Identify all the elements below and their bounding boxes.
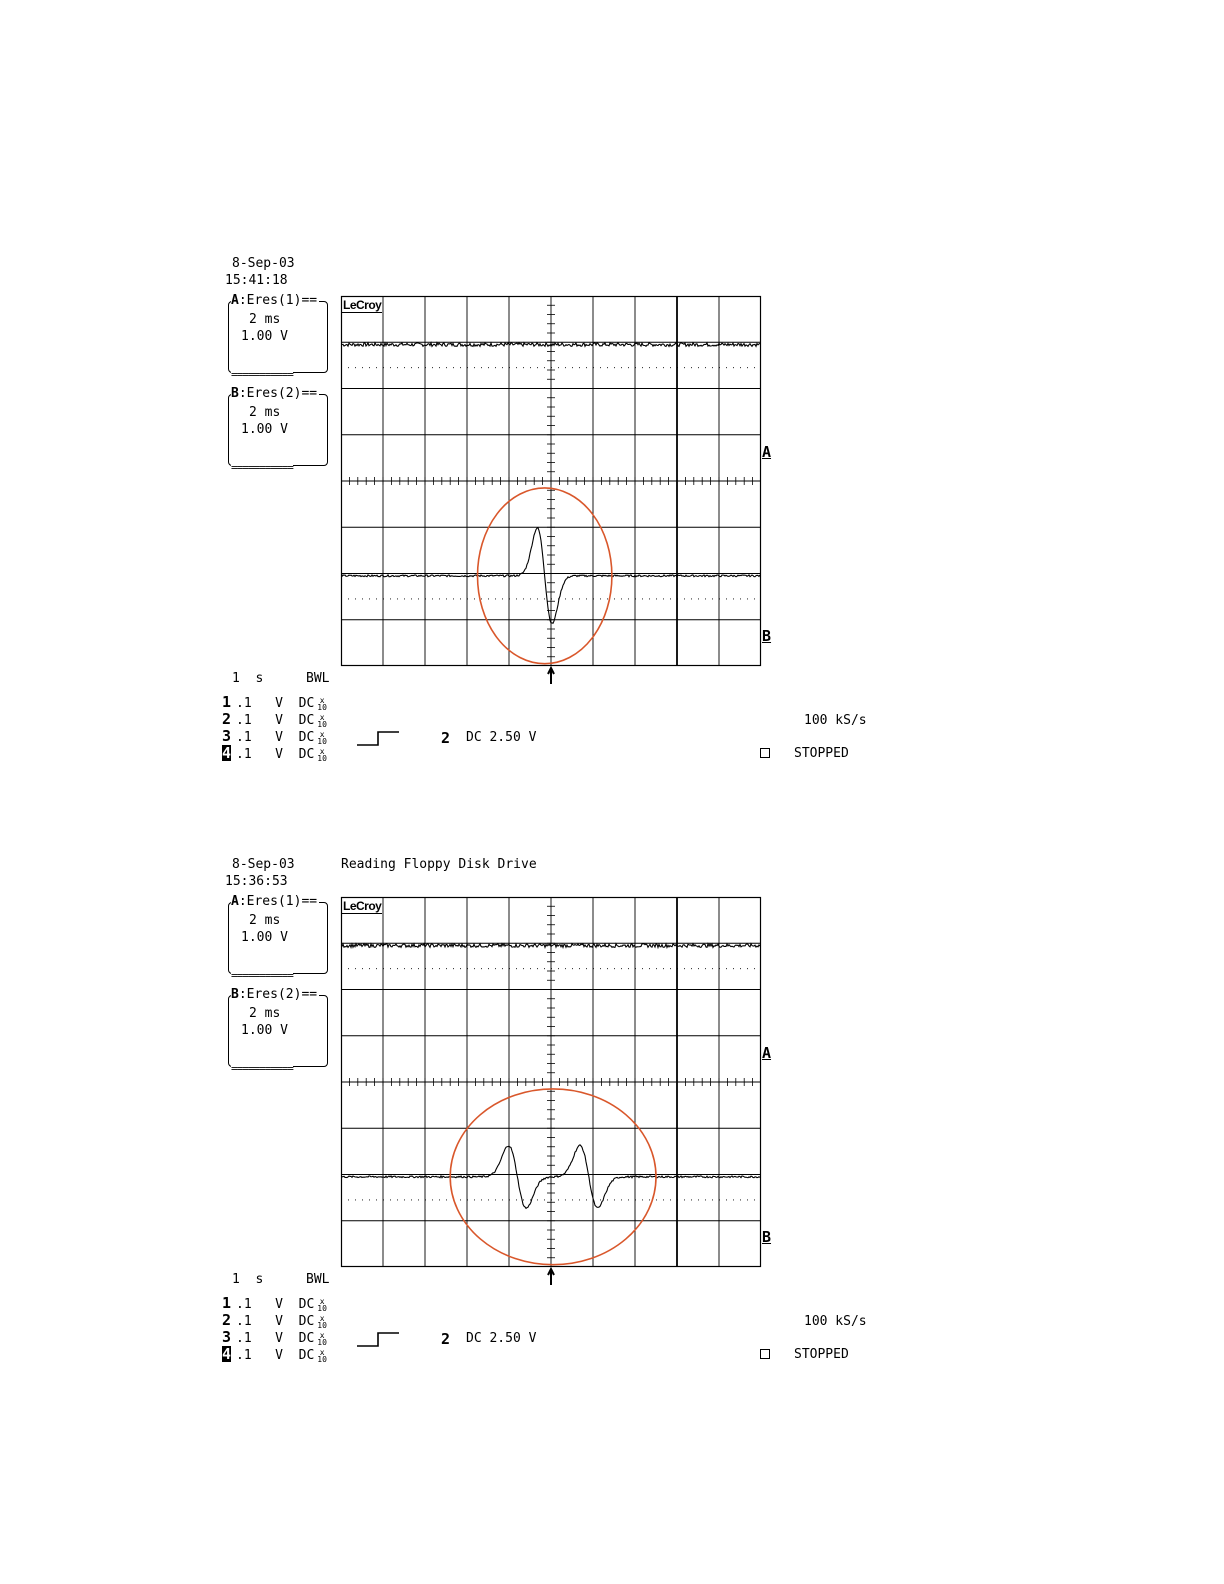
channel-row <box>222 728 327 746</box>
channel-row <box>222 1312 327 1330</box>
trace-b-info-box <box>228 386 328 474</box>
trace-a-tag: A <box>231 894 239 909</box>
probe-x10-icon: x 10 <box>317 1296 327 1313</box>
graticule <box>341 897 761 1267</box>
channel-number: 2 <box>222 1311 232 1329</box>
trace-a-timebase: 2 ms <box>249 913 281 928</box>
channel-volts: .1 <box>236 1348 252 1363</box>
graticule <box>341 296 761 666</box>
channel-volts: .1 <box>236 747 252 762</box>
trace-b-tag: B <box>231 386 239 401</box>
scope-screen <box>341 296 761 666</box>
trigger-channel: 2 <box>441 1330 451 1348</box>
trigger-arrow-icon <box>548 1269 554 1285</box>
trace-b-marker: B <box>762 627 772 645</box>
channel-coupling: DC <box>298 747 315 762</box>
channel-row <box>222 694 327 712</box>
channel-unit: V <box>275 747 283 762</box>
probe-x10-icon: x 10 <box>317 746 327 763</box>
trace-b-header: :Eres(2)== <box>238 386 318 401</box>
trigger-setting: DC 2.50 V <box>466 1331 537 1346</box>
channel-number: 3 <box>222 1328 232 1346</box>
trigger-arrow-icon <box>548 668 554 684</box>
footer-bwl: BWL <box>306 671 330 686</box>
channel-coupling: DC <box>298 1348 315 1363</box>
brand-logo: LeCroy <box>343 298 382 312</box>
channel-coupling: DC <box>298 696 315 711</box>
channel-row <box>222 1329 327 1347</box>
footer-bwl: BWL <box>306 1272 330 1287</box>
trace-a-footer: =========== <box>231 368 293 381</box>
probe-x10-icon: x 10 <box>317 729 327 746</box>
scope-capture-1 <box>0 250 1224 810</box>
channel-number: 4 <box>222 744 232 762</box>
trigger-edge-icon <box>356 1331 400 1347</box>
channel-coupling: DC <box>298 1314 315 1329</box>
channel-unit: V <box>275 713 283 728</box>
channel-coupling: DC <box>298 730 315 745</box>
probe-x10-icon: x 10 <box>317 695 327 712</box>
sample-rate: 100 kS/s <box>804 1314 867 1329</box>
channel-number: 4 <box>222 1345 232 1363</box>
channel-unit: V <box>275 1314 283 1329</box>
scope-capture-2 <box>0 851 1224 1411</box>
trace-a-info-box <box>228 293 328 381</box>
capture-time: 15:36:53 <box>225 874 288 889</box>
channel-unit: V <box>275 1348 283 1363</box>
channel-number: 1 <box>222 693 232 711</box>
trace-a-marker: A <box>762 1044 772 1062</box>
trace-a-info-box <box>228 894 328 982</box>
trace-a-footer: =========== <box>231 969 293 982</box>
acquisition-status: STOPPED <box>794 746 849 761</box>
channel-volts: .1 <box>236 696 252 711</box>
probe-x10-icon: x 10 <box>317 1330 327 1347</box>
probe-x10-icon: x 10 <box>317 712 327 729</box>
channel-coupling: DC <box>298 1331 315 1346</box>
trace-b-marker: B <box>762 1228 772 1246</box>
channel-number: 3 <box>222 727 232 745</box>
footer-timebase: 1 s <box>232 1272 264 1287</box>
acquisition-status-icon <box>760 1349 770 1359</box>
channel-volts: .1 <box>236 713 252 728</box>
scope-screen <box>341 897 761 1267</box>
capture-time: 15:41:18 <box>225 273 288 288</box>
trace-b-footer: =========== <box>231 1062 293 1075</box>
trigger-channel: 2 <box>441 729 451 747</box>
trace-b-volts: 1.00 V <box>241 1023 288 1038</box>
trace-a-volts: 1.00 V <box>241 329 288 344</box>
trace-a-volts: 1.00 V <box>241 930 288 945</box>
channel-volts: .1 <box>236 1314 252 1329</box>
sample-rate: 100 kS/s <box>804 713 867 728</box>
capture-title: Reading Floppy Disk Drive <box>341 857 537 872</box>
channel-row <box>222 1295 327 1313</box>
channel-volts: .1 <box>236 1297 252 1312</box>
channel-unit: V <box>275 730 283 745</box>
channel-coupling: DC <box>298 713 315 728</box>
channel-unit: V <box>275 1331 283 1346</box>
acquisition-status: STOPPED <box>794 1347 849 1362</box>
probe-x10-icon: x 10 <box>317 1313 327 1330</box>
trace-a-timebase: 2 ms <box>249 312 281 327</box>
trace-a-marker: A <box>762 443 772 461</box>
channel-row <box>222 745 327 763</box>
trace-b-footer: =========== <box>231 461 293 474</box>
brand-logo: LeCroy <box>343 899 382 913</box>
capture-date: 8-Sep-03 <box>232 256 295 271</box>
channel-row <box>222 711 327 729</box>
trace-b-volts: 1.00 V <box>241 422 288 437</box>
probe-x10-icon: x 10 <box>317 1347 327 1364</box>
trace-b-tag: B <box>231 987 239 1002</box>
trigger-setting: DC 2.50 V <box>466 730 537 745</box>
capture-date: 8-Sep-03 <box>232 857 295 872</box>
channel-volts: .1 <box>236 730 252 745</box>
footer-timebase: 1 s <box>232 671 264 686</box>
channel-coupling: DC <box>298 1297 315 1312</box>
channel-unit: V <box>275 1297 283 1312</box>
channel-unit: V <box>275 696 283 711</box>
channel-row <box>222 1346 327 1364</box>
trigger-edge-icon <box>356 730 400 746</box>
trace-b-timebase: 2 ms <box>249 405 281 420</box>
trace-a-tag: A <box>231 293 239 308</box>
channel-number: 1 <box>222 1294 232 1312</box>
channel-number: 2 <box>222 710 232 728</box>
channel-volts: .1 <box>236 1331 252 1346</box>
trace-b-info-box <box>228 987 328 1075</box>
trace-b-timebase: 2 ms <box>249 1006 281 1021</box>
trace-a-header: :Eres(1)== <box>238 894 318 909</box>
acquisition-status-icon <box>760 748 770 758</box>
trace-b-header: :Eres(2)== <box>238 987 318 1002</box>
trace-a-header: :Eres(1)== <box>238 293 318 308</box>
